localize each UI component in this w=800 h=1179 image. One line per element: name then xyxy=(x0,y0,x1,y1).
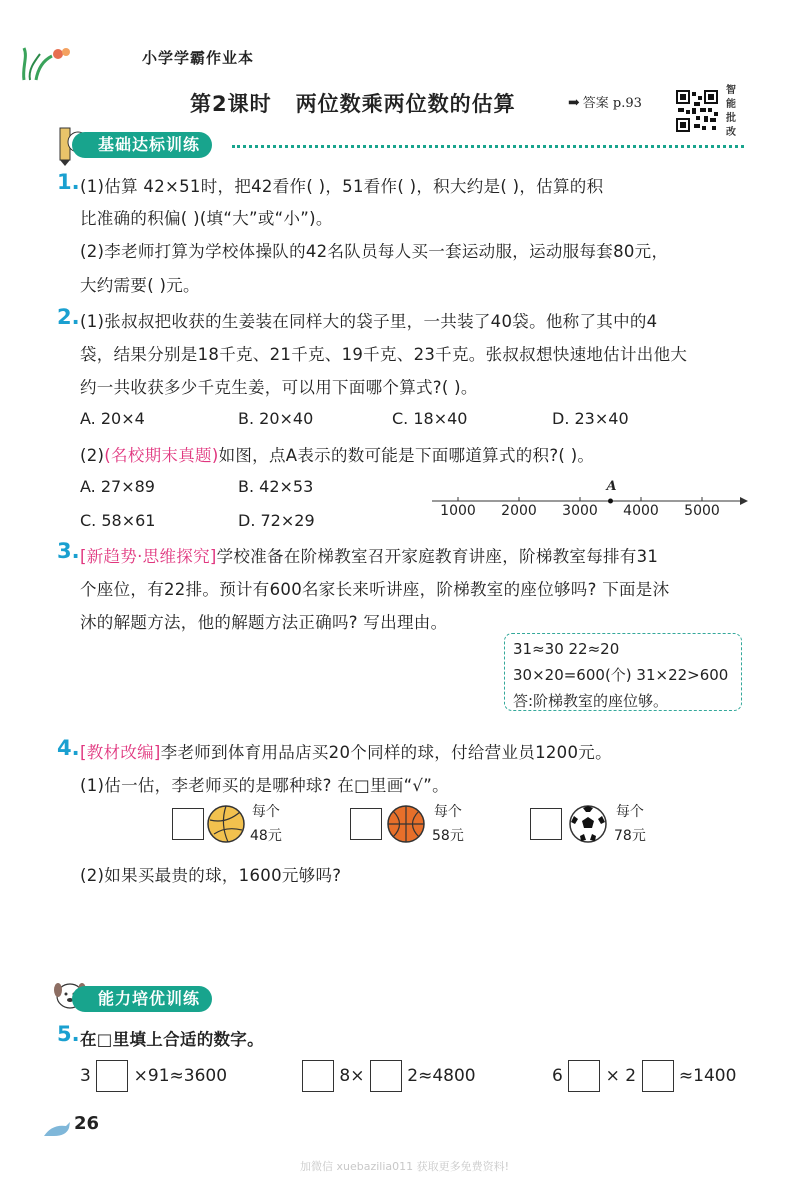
q2-part2: (2)(名校期末真题)如图，点A表示的数可能是下面哪道算式的积?( )。 xyxy=(80,446,595,465)
equation-1: 3 ×91≈3600 xyxy=(80,1060,227,1092)
option-a: A. 27×89 xyxy=(80,477,155,496)
qr-caption: 智能批改 xyxy=(726,85,736,138)
tick-label: 2000 xyxy=(501,503,537,519)
q1-line: (2)李老师打算为学校体操队的42名队员每人买一套运动服，运动服每套80元， xyxy=(80,242,669,261)
soccer-ball-icon xyxy=(568,804,608,844)
q4-part1: (1)估一估，李老师买的是哪种球? 在□里画“√”。 xyxy=(80,776,449,795)
digit-box[interactable] xyxy=(96,1060,128,1092)
dolphin-icon xyxy=(42,1118,72,1142)
question-number: 1. xyxy=(57,170,80,194)
option-d: D. 23×40 xyxy=(552,409,629,428)
point-a-label: A xyxy=(606,479,617,494)
option-c: C. 58×61 xyxy=(80,511,156,530)
solution-line: 30×20=600(个) 31×22>600 xyxy=(513,666,729,684)
answer-checkbox[interactable] xyxy=(172,808,204,840)
q4-line: [教材改编]李老师到体育用品店买20个同样的球，付给营业员1200元。 xyxy=(80,743,612,762)
q5-text: 在□里填上合适的数字。 xyxy=(80,1030,264,1049)
tag-label: (名校期末真题) xyxy=(104,446,219,465)
solution-line: 答:阶梯教室的座位够。 xyxy=(513,692,669,710)
section-basic-badge: 基础达标训练 xyxy=(72,132,212,158)
q3-line: 个座位，有22排。预计有600名家长来听讲座，阶梯教室的座位够吗? 下面是沐 xyxy=(80,580,670,599)
tick-label: 4000 xyxy=(623,503,659,519)
option-b: B. 20×40 xyxy=(238,409,314,428)
q2-line: 袋，结果分别是18千克、21千克、19千克、23千克。张叔叔想快速地估计出他大 xyxy=(80,345,688,364)
logo-icon xyxy=(14,42,76,82)
digit-box[interactable] xyxy=(568,1060,600,1092)
digit-box[interactable] xyxy=(642,1060,674,1092)
solution-box xyxy=(504,633,742,711)
ball-price: 每个 58元 xyxy=(432,804,464,844)
q3-line: 沐的解题方法，他的解题方法正确吗? 写出理由。 xyxy=(80,613,448,632)
q2-line: (1)张叔叔把收获的生姜装在同样大的袋子里，一共装了40袋。他称了其中的4 xyxy=(80,312,658,331)
topic-label: 两位数乘两位数的估算 xyxy=(295,92,516,116)
answer-checkbox[interactable] xyxy=(530,808,562,840)
page-title xyxy=(190,88,516,118)
digit-box[interactable] xyxy=(370,1060,402,1092)
q2-line: 约一共收获多少千克生姜，可以用下面哪个算式?( )。 xyxy=(80,378,478,397)
series-title: 小学学霸作业本 xyxy=(142,49,255,67)
tick-label: 3000 xyxy=(562,503,598,519)
option-d: D. 72×29 xyxy=(238,511,315,530)
lesson-label: 第2课时 xyxy=(190,92,272,116)
option-c: C. 18×40 xyxy=(392,409,468,428)
section-advanced-badge: 能力培优训练 xyxy=(72,986,212,1012)
q1-line: (1)估算 42×51时，把42看作( )，51看作( )，积大约是( )，估算的积 xyxy=(80,177,604,196)
solution-line: 31≈30 22≈20 xyxy=(513,640,620,658)
answer-reference: ➡ 答案 p.93 xyxy=(568,95,642,111)
basketball-icon xyxy=(386,804,426,844)
page-number: 26 xyxy=(74,1113,100,1134)
section-divider xyxy=(232,145,744,148)
tick-label: 5000 xyxy=(684,503,720,519)
footer-watermark: 加微信 xuebazilia011 获取更多免费资料! xyxy=(300,1160,510,1173)
q4-part2: (2)如果买最贵的球，1600元够吗? xyxy=(80,866,342,885)
arrow-right-icon: ➡ xyxy=(568,95,580,111)
q1-line: 大约需要( )元。 xyxy=(80,276,200,295)
ball-price: 每个 48元 xyxy=(250,804,282,844)
digit-box[interactable] xyxy=(302,1060,334,1092)
arrow-icon xyxy=(740,497,748,505)
tick-label: 1000 xyxy=(440,503,476,519)
question-number: 3. xyxy=(57,539,80,563)
tag-label: [新趋势·思维探究] xyxy=(80,547,217,566)
option-b: B. 42×53 xyxy=(238,477,314,496)
ball-price: 每个 78元 xyxy=(614,804,646,844)
question-number: 2. xyxy=(57,305,80,329)
option-a: A. 20×4 xyxy=(80,409,145,428)
qr-code-icon[interactable] xyxy=(676,90,718,132)
equation-3: 6 × 2 ≈1400 xyxy=(552,1060,736,1092)
number-line xyxy=(430,479,750,525)
question-number: 4. xyxy=(57,736,80,760)
answer-checkbox[interactable] xyxy=(350,808,382,840)
equation-2: 8× 2≈4800 xyxy=(302,1060,476,1092)
tag-label: [教材改编] xyxy=(80,743,161,762)
volleyball-icon xyxy=(206,804,246,844)
q1-line: 比准确的积偏( )(填“大”或“小”)。 xyxy=(80,209,333,228)
point-a-mark xyxy=(608,499,613,504)
q3-line: [新趋势·思维探究]学校准备在阶梯教室召开家庭教育讲座，阶梯教室每排有31 xyxy=(80,547,659,566)
question-number: 5. xyxy=(57,1022,80,1046)
